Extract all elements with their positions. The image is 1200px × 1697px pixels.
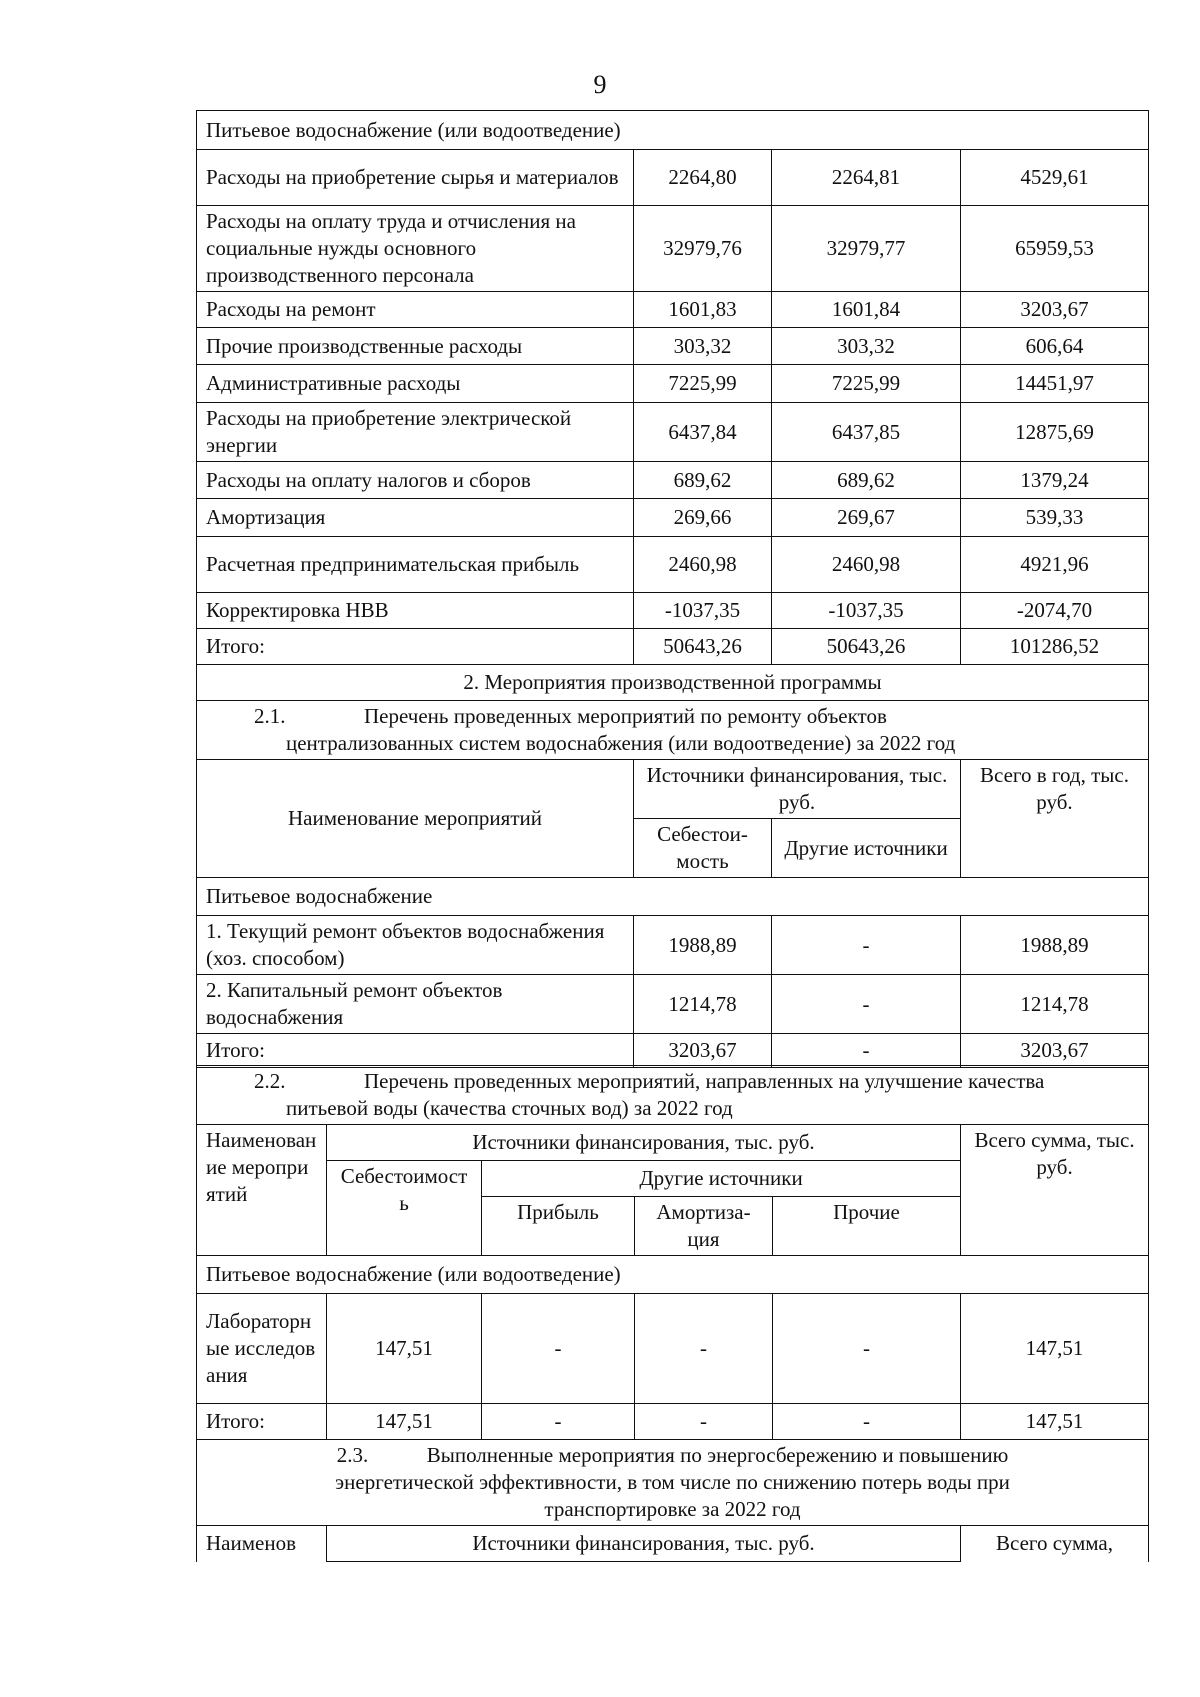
value-total: 101286,52	[961, 629, 1149, 665]
value-total: 147,51	[961, 1294, 1149, 1404]
value-total: 3203,67	[961, 1034, 1149, 1068]
value-total: 1214,78	[961, 975, 1149, 1034]
col-header-amortization: Амортиза-ция	[635, 1197, 773, 1256]
subsection-line-1: Выполненные мероприятия по энергосбережению и повышению	[426, 1443, 1009, 1467]
row-label: Лабораторные исследования	[197, 1294, 327, 1404]
col-header-profit: Прибыль	[482, 1197, 635, 1256]
col-header-total: Всего сумма, тыс. руб.	[961, 1125, 1149, 1256]
value-total: 4529,61	[961, 150, 1149, 206]
row-label: 1. Текущий ремонт объектов водоснабжения (хоз. способом)	[197, 916, 634, 975]
table-total-row	[197, 1404, 1149, 1440]
row-label: Итого:	[197, 1404, 327, 1440]
table-total-row	[197, 1034, 1149, 1068]
value-profit: -	[482, 1404, 635, 1440]
row-label: Расходы на оплату налогов и сборов	[197, 462, 634, 499]
value-1: 303,32	[634, 328, 772, 365]
value-2: 303,32	[772, 328, 961, 365]
table-row	[197, 499, 1149, 537]
value-2: 1601,84	[772, 292, 961, 328]
subsection-number: 2.1.	[254, 704, 286, 728]
row-label: Расходы на оплату труда и отчисления на социальные нужды основного производственного персонала	[197, 206, 634, 292]
table-row	[197, 537, 1149, 593]
col-header-total: Всего в год, тыс. руб.	[961, 760, 1149, 878]
value-1: 269,66	[634, 499, 772, 537]
col-header-name: Наименов	[197, 1526, 327, 1562]
value-2: 269,67	[772, 499, 961, 537]
subsection-2-1-heading	[197, 701, 1149, 760]
row-label: Расходы на ремонт	[197, 292, 634, 328]
value-misc: -	[773, 1404, 961, 1440]
subsection-line-2: энергетической эффективности, в том числе по снижению потерь воды при транспортировке за 2022 год	[335, 1470, 1010, 1521]
table-row	[197, 292, 1149, 328]
col-header-other: Другие источники	[482, 1161, 961, 1197]
group-title: Питьевое водоснабжение (или водоотведение)	[197, 1256, 1149, 1294]
subsection-line-1: Перечень проведенных мероприятий по ремонту объектов	[364, 704, 887, 728]
row-label: Итого:	[197, 1034, 634, 1068]
table-total-row	[197, 629, 1149, 665]
col-header-cost: Себестои-мость	[634, 819, 772, 878]
subsection-line-1: Перечень проведенных мероприятий, направленных на улучшение качества	[364, 1069, 1045, 1093]
col-header-misc: Прочие	[773, 1197, 961, 1256]
value-amortization: -	[635, 1294, 773, 1404]
table-row	[197, 150, 1149, 206]
row-label: Расходы на приобретение сырья и материалов	[197, 150, 634, 206]
value-total: 1988,89	[961, 916, 1149, 975]
row-label: Корректировка НВВ	[197, 593, 634, 629]
col-header-total: Всего сумма,	[961, 1526, 1149, 1562]
row-label: Административные расходы	[197, 365, 634, 403]
col-header-sources: Источники финансирования, тыс. руб.	[327, 1125, 961, 1161]
table-row	[197, 462, 1149, 499]
table-row	[197, 593, 1149, 629]
col-header-sources: Источники финансирования, тыс. руб.	[634, 760, 961, 819]
row-label: Амортизация	[197, 499, 634, 537]
value-1: 2460,98	[634, 537, 772, 593]
value-cost: 1988,89	[634, 916, 772, 975]
col-header-sources: Источники финансирования, тыс. руб.	[327, 1526, 961, 1562]
subsection-line-2: централизованных систем водоснабжения (или водоотведение) за 2022 год	[286, 731, 956, 755]
page-number: 9	[593, 70, 607, 99]
value-2: 6437,85	[772, 403, 961, 462]
value-2: 50643,26	[772, 629, 961, 665]
subsection-number: 2.2.	[254, 1069, 286, 1093]
section-title: Питьевое водоснабжение (или водоотведение)	[197, 111, 1149, 150]
row-label: Итого:	[197, 629, 634, 665]
value-total: 12875,69	[961, 403, 1149, 462]
value-other: -	[772, 975, 961, 1034]
value-1: 50643,26	[634, 629, 772, 665]
value-profit: -	[482, 1294, 635, 1404]
value-1: -1037,35	[634, 593, 772, 629]
value-total: 147,51	[961, 1404, 1149, 1440]
value-2: 2264,81	[772, 150, 961, 206]
value-2: -1037,35	[772, 593, 961, 629]
col-header-other: Другие источники	[772, 819, 961, 878]
row-label: Расчетная предпринимательская прибыль	[197, 537, 634, 593]
table-row	[197, 975, 1149, 1034]
table-row	[197, 403, 1149, 462]
table-row	[197, 916, 1149, 975]
value-total: 3203,67	[961, 292, 1149, 328]
value-1: 7225,99	[634, 365, 772, 403]
subsection-2-3-line-1	[206, 1442, 1139, 1469]
subsection-line-2: питьевой воды (качества сточных вод) за 2022 год	[286, 1096, 733, 1120]
col-header-cost: Себестоимость	[327, 1161, 482, 1256]
value-1: 689,62	[634, 462, 772, 499]
col-header-name: Наименование мероприятий	[197, 1125, 327, 1256]
value-1: 2264,80	[634, 150, 772, 206]
col-header-name: Наименование мероприятий	[197, 760, 634, 878]
row-label: 2. Капитальный ремонт объектов водоснабжения	[197, 975, 634, 1034]
value-total: 539,33	[961, 499, 1149, 537]
value-cost: 1214,78	[634, 975, 772, 1034]
table-row	[197, 1294, 1149, 1404]
value-total: 14451,97	[961, 365, 1149, 403]
section-2-title: 2. Мероприятия производственной программы	[197, 665, 1149, 701]
value-other: -	[772, 1034, 961, 1068]
value-cost: 147,51	[327, 1294, 482, 1404]
cost-table	[196, 110, 1149, 1068]
table-row	[197, 365, 1149, 403]
value-1: 6437,84	[634, 403, 772, 462]
quality-table	[196, 1065, 1149, 1562]
group-title: Питьевое водоснабжение	[197, 878, 1149, 916]
row-label: Прочие производственные расходы	[197, 328, 634, 365]
subsection-2-2-heading	[197, 1066, 1149, 1125]
value-total: 4921,96	[961, 537, 1149, 593]
value-other: -	[772, 916, 961, 975]
value-2: 7225,99	[772, 365, 961, 403]
subsection-2-3-heading	[197, 1440, 1149, 1526]
value-total: -2074,70	[961, 593, 1149, 629]
value-cost: 3203,67	[634, 1034, 772, 1068]
value-cost: 147,51	[327, 1404, 482, 1440]
table-row	[197, 328, 1149, 365]
row-label: Расходы на приобретение электрической энергии	[197, 403, 634, 462]
value-1: 1601,83	[634, 292, 772, 328]
value-2: 2460,98	[772, 537, 961, 593]
table-row	[197, 206, 1149, 292]
value-amortization: -	[635, 1404, 773, 1440]
value-total: 1379,24	[961, 462, 1149, 499]
value-total: 606,64	[961, 328, 1149, 365]
value-misc: -	[773, 1294, 961, 1404]
value-total: 65959,53	[961, 206, 1149, 292]
subsection-number: 2.3.	[336, 1443, 369, 1467]
value-2: 32979,77	[772, 206, 961, 292]
value-1: 32979,76	[634, 206, 772, 292]
value-2: 689,62	[772, 462, 961, 499]
